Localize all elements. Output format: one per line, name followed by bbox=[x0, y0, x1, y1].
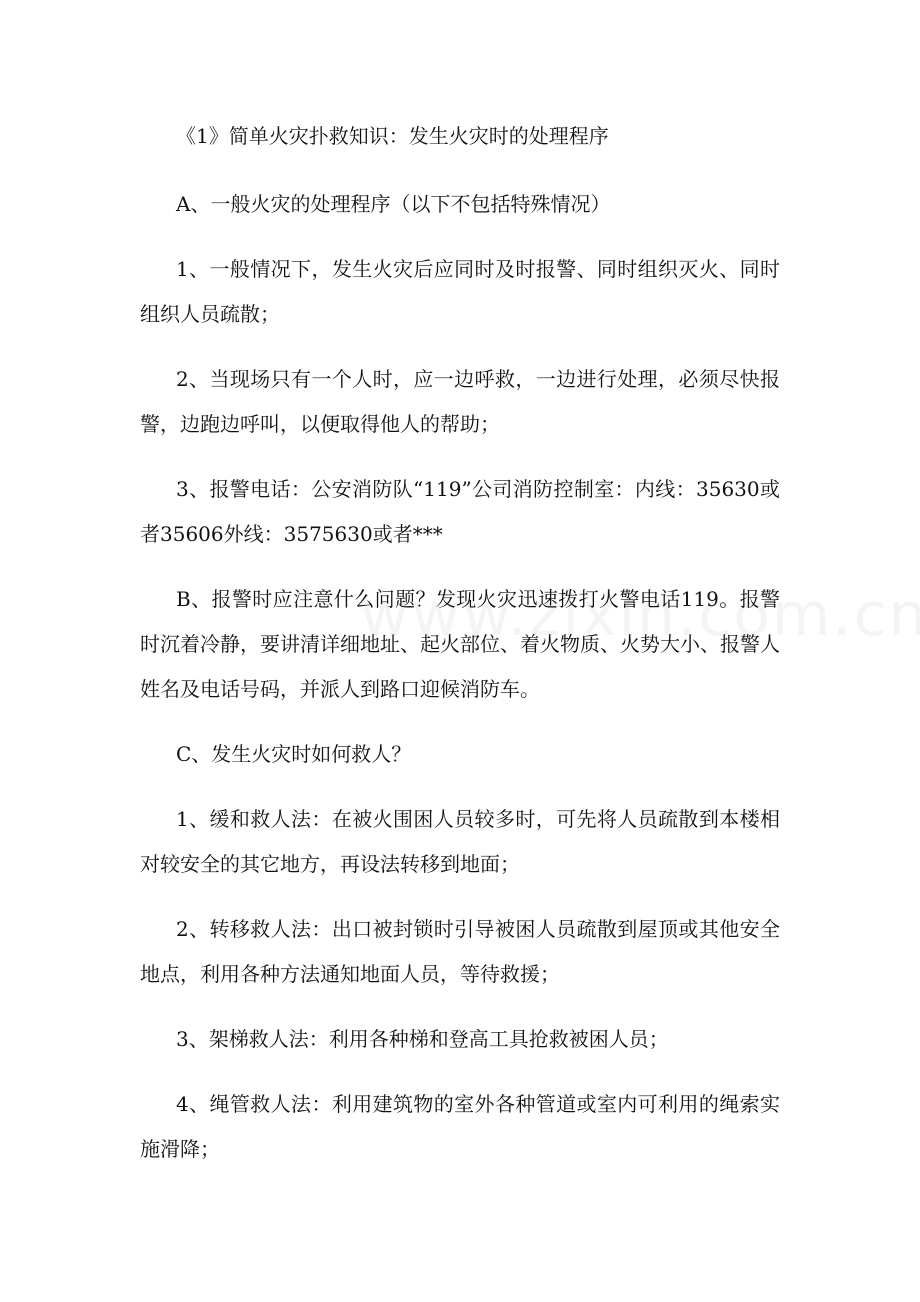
paragraph-c4: 4、绳管救人法：利用建筑物的室外各种管道或室内可利用的绳索实施滑降； bbox=[140, 1092, 780, 1161]
heading-c: C、发生火灾时如何救人？ bbox=[176, 742, 412, 766]
paragraph-c3: 3、架梯救人法：利用各种梯和登高工具抢救被困人员； bbox=[176, 1027, 669, 1051]
section-title: 《1》简单火灾扑救知识：发生火灾时的处理程序 bbox=[176, 124, 609, 148]
paragraph-c1: 1、缓和救人法：在被火围困人员较多时，可先将人员疏散到本楼相对较安全的其它地方，再设法转移到地面； bbox=[140, 807, 780, 876]
document-body bbox=[140, 114, 780, 1192]
paragraph-a1: 1、一般情况下，发生火灾后应同时及时报警、同时组织灭火、同时组织人员疏散； bbox=[140, 257, 780, 326]
paragraph-b: B、报警时应注意什么问题？发现火灾迅速拨打火警电话119。报警时沉着冷静，要讲清详细地址、起火部位、着火物质、火势大小、报警人姓名及电话号码，并派人到路口迎候消防车。 bbox=[140, 587, 780, 701]
paragraph-a3-phone: 3、报警电话：公安消防队“119”公司消防控制室：内线：35630或者35606外线：3575630或者*** bbox=[140, 477, 780, 546]
heading-a: A、一般火灾的处理程序（以下不包括特殊情况） bbox=[176, 192, 611, 216]
paragraph-c2: 2、转移救人法：出口被封锁时引导被困人员疏散到屋顶或其他安全地点，利用各种方法通知地面人员，等待救援； bbox=[140, 917, 780, 986]
paragraph-a2: 2、当现场只有一个人时，应一边呼救，一边进行处理，必须尽快报警，边跑边呼叫，以便取得他人的帮助； bbox=[140, 367, 780, 436]
